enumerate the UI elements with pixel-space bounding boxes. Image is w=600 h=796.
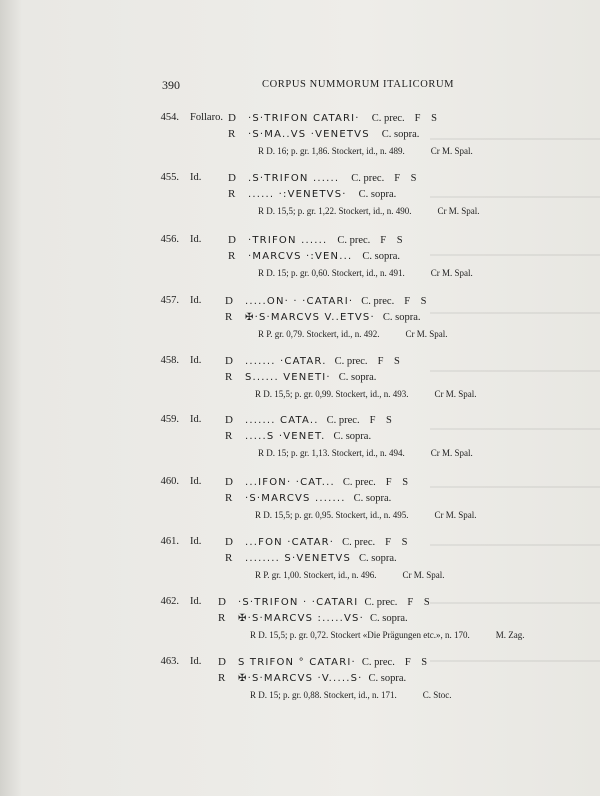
- collection-label: Cr M. Spal.: [430, 268, 473, 278]
- obverse-mark: D: [225, 476, 233, 488]
- entry-denomination: Id.: [190, 596, 202, 607]
- reverse-mark: R: [228, 250, 236, 262]
- obverse-letters: F S: [377, 356, 404, 367]
- obverse-mark: D: [225, 536, 233, 548]
- collection-label: Cr M. Spal.: [437, 206, 480, 216]
- reverse-mark: R: [225, 371, 233, 383]
- reference-line: [258, 268, 473, 278]
- obverse-legend: ....... ·CATAR.: [245, 356, 327, 367]
- obverse-mark: D: [228, 172, 236, 184]
- obverse-mark: D: [228, 234, 236, 246]
- reverse-legend: ·S·MA..VS ·VENETVS: [248, 129, 370, 140]
- reference-line: [255, 510, 477, 520]
- reference-text: R D. 15,5; p. gr. 0,95. Stockert, id., n. 495.: [255, 510, 409, 520]
- obverse-mark: D: [218, 656, 226, 668]
- obverse-letters: F S: [394, 173, 421, 184]
- collection-label: Cr M. Spal.: [430, 448, 473, 458]
- reverse-mark: R: [218, 672, 226, 684]
- obverse-line: [225, 355, 404, 367]
- obverse-letters: F S: [407, 597, 434, 608]
- reverse-description: C. sopra.: [381, 129, 420, 140]
- entry-denomination: Id.: [190, 172, 202, 183]
- obverse-description: C. prec.: [351, 173, 385, 184]
- catalog-entry: [0, 295, 600, 355]
- obverse-description: C. prec.: [326, 415, 360, 426]
- obverse-description: C. prec.: [361, 657, 395, 668]
- running-head: CORPUS NUMMORUM ITALICORUM: [262, 79, 455, 90]
- entry-number: 455.: [160, 172, 179, 183]
- catalog-entry: [0, 234, 600, 294]
- obverse-description: C. prec.: [342, 537, 376, 548]
- entry-denomination: Id.: [190, 476, 202, 487]
- obverse-letters: F S: [404, 657, 432, 668]
- reverse-description: C. sopra.: [362, 251, 400, 262]
- reverse-mark: R: [218, 612, 226, 624]
- entry-denomination: Id.: [190, 536, 202, 547]
- obverse-mark: D: [228, 112, 236, 124]
- catalog-entry: [0, 476, 600, 536]
- entry-denomination: Follaro.: [190, 112, 223, 123]
- reverse-description: C. sopra.: [353, 493, 392, 504]
- reverse-mark: R: [225, 552, 233, 564]
- reverse-line: [225, 430, 371, 442]
- obverse-legend: ·S·TRIFON · ·CATARI: [238, 597, 359, 608]
- entry-number: 462.: [160, 596, 179, 607]
- catalog-entry: [0, 355, 600, 415]
- obverse-mark: D: [225, 414, 233, 426]
- obverse-letters: F S: [414, 113, 441, 124]
- reverse-description: C. sopra.: [382, 312, 421, 323]
- page-header: [0, 78, 600, 94]
- reverse-legend: ...... ·:VENETVS·: [248, 189, 347, 200]
- obverse-description: C. prec.: [371, 113, 405, 124]
- reverse-legend: ........ S·VENETVS: [245, 553, 351, 564]
- obverse-description: C. prec.: [361, 296, 395, 307]
- reference-line: [255, 570, 445, 580]
- obverse-legend: ...FON ·CATAR·: [245, 537, 335, 548]
- reference-line: [258, 206, 480, 216]
- reverse-line: [225, 371, 376, 383]
- obverse-line: [218, 596, 434, 608]
- reverse-line: [218, 612, 408, 624]
- reverse-line: [225, 311, 420, 323]
- obverse-letters: F S: [404, 296, 431, 307]
- reverse-mark: R: [225, 311, 233, 323]
- reference-text: R D. 15; p. gr. 1,13. Stockert, id., n. 494.: [258, 448, 405, 458]
- reverse-line: [225, 492, 391, 504]
- reference-line: [258, 448, 473, 458]
- obverse-description: C. prec.: [337, 235, 371, 246]
- obverse-line: [225, 536, 411, 548]
- obverse-legend: ·S·TRIFON CATARI·: [248, 113, 360, 124]
- obverse-letters: F S: [369, 415, 396, 426]
- obverse-line: [225, 476, 412, 488]
- collection-label: M. Zag.: [495, 630, 525, 640]
- entry-number: 459.: [160, 414, 179, 425]
- reverse-line: [225, 552, 397, 564]
- reference-text: R D. 15,5; p. gr. 1,22. Stockert, id., n. 490.: [258, 206, 412, 216]
- collection-label: Cr M. Spal.: [434, 389, 477, 399]
- reference-line: [258, 146, 473, 156]
- entry-number: 460.: [160, 476, 179, 487]
- entry-denomination: Id.: [190, 234, 202, 245]
- reverse-legend: ·S·MARCVS .......: [245, 493, 346, 504]
- obverse-legend: .....ON· · ·CATARI·: [245, 296, 354, 307]
- entry-denomination: Id.: [190, 355, 202, 366]
- obverse-line: [225, 414, 396, 426]
- reference-text: R D. 15; p. gr. 0,60. Stockert, id., n. 491.: [258, 268, 405, 278]
- catalog-entry: [0, 656, 600, 716]
- reverse-legend: ✠·S·MARCVS :.....VS·: [238, 613, 364, 624]
- reverse-mark: R: [225, 492, 233, 504]
- obverse-legend: .S·TRIFON ......: [248, 173, 340, 184]
- obverse-description: C. prec.: [364, 597, 398, 608]
- obverse-mark: D: [225, 355, 233, 367]
- reverse-description: C. sopra.: [369, 613, 408, 624]
- obverse-description: C. prec.: [342, 477, 376, 488]
- entry-denomination: Id.: [190, 295, 202, 306]
- reverse-description: C. sopra.: [359, 553, 397, 564]
- entry-number: 457.: [160, 295, 179, 306]
- obverse-description: C. prec.: [334, 356, 368, 367]
- reference-text: R D. 15; p. gr. 0,88. Stockert, id., n. 171.: [250, 690, 397, 700]
- reverse-legend: ✠·S·MARCVS V..ETVS·: [245, 312, 375, 323]
- reverse-line: [218, 672, 406, 684]
- obverse-mark: D: [225, 295, 233, 307]
- collection-label: Cr M. Spal.: [402, 570, 445, 580]
- reverse-description: C. sopra.: [368, 673, 407, 684]
- reverse-legend: .....S ·VENET.: [245, 431, 326, 442]
- reference-line: [255, 389, 477, 399]
- obverse-legend: ·TRIFON ......: [248, 235, 328, 246]
- obverse-letters: F S: [385, 477, 413, 488]
- reverse-line: [228, 250, 400, 262]
- obverse-line: [228, 112, 441, 124]
- reverse-line: [228, 188, 396, 200]
- catalog-entry: [0, 172, 600, 232]
- entry-denomination: Id.: [190, 414, 202, 425]
- catalog-entry: [0, 536, 600, 596]
- collection-label: Cr M. Spal.: [430, 146, 473, 156]
- catalog-entry: [0, 414, 600, 474]
- reference-line: [250, 690, 452, 700]
- reference-text: R D. 15,5; p. gr. 0,99. Stockert, id., n. 493.: [255, 389, 409, 399]
- obverse-legend: ....... CATA..: [245, 415, 319, 426]
- obverse-legend: ...IFON· ·CAT...: [245, 477, 335, 488]
- reverse-description: C. sopra.: [333, 431, 372, 442]
- reverse-legend: S...... VENETI·: [245, 372, 331, 383]
- reverse-mark: R: [228, 188, 236, 200]
- obverse-letters: F S: [385, 537, 412, 548]
- reference-text: R D. 15,5; p. gr. 0,72. Stockert «Die Prägungen etc.», n. 170.: [250, 630, 470, 640]
- obverse-mark: D: [218, 596, 226, 608]
- reference-line: [258, 329, 448, 339]
- reverse-mark: R: [225, 430, 233, 442]
- catalog-entry: [0, 596, 600, 656]
- page-number: 390: [162, 78, 180, 92]
- obverse-letters: F S: [380, 235, 407, 246]
- reverse-description: C. sopra.: [338, 372, 377, 383]
- reverse-mark: R: [228, 128, 236, 140]
- collection-label: Cr M. Spal.: [434, 510, 477, 520]
- reference-text: R P. gr. 0,79. Stockert, id., n. 492.: [258, 329, 380, 339]
- reverse-description: C. sopra.: [358, 189, 397, 200]
- catalog-entry: [0, 112, 600, 172]
- obverse-line: [218, 656, 431, 668]
- reverse-line: [228, 128, 419, 140]
- obverse-line: [225, 295, 431, 307]
- entry-number: 456.: [160, 234, 179, 245]
- reference-line: [250, 630, 524, 640]
- entry-number: 463.: [160, 656, 179, 667]
- collection-label: C. Stoc.: [422, 690, 452, 700]
- obverse-line: [228, 172, 421, 184]
- entry-number: 454.: [160, 112, 179, 123]
- obverse-line: [228, 234, 407, 246]
- reference-text: R D. 16; p. gr. 1,86. Stockert, id., n. 489.: [258, 146, 405, 156]
- reverse-legend: ✠·S·MARCVS ·V.....S·: [238, 673, 363, 684]
- reference-text: R P. gr. 1,00. Stockert, id., n. 496.: [255, 570, 377, 580]
- entry-number: 461.: [160, 536, 179, 547]
- entry-denomination: Id.: [190, 656, 202, 667]
- reverse-legend: ·MARCVS ·:VEN...: [248, 251, 353, 262]
- entry-number: 458.: [160, 355, 179, 366]
- collection-label: Cr M. Spal.: [405, 329, 448, 339]
- obverse-legend: S TRIFON ° CATARI·: [238, 657, 356, 668]
